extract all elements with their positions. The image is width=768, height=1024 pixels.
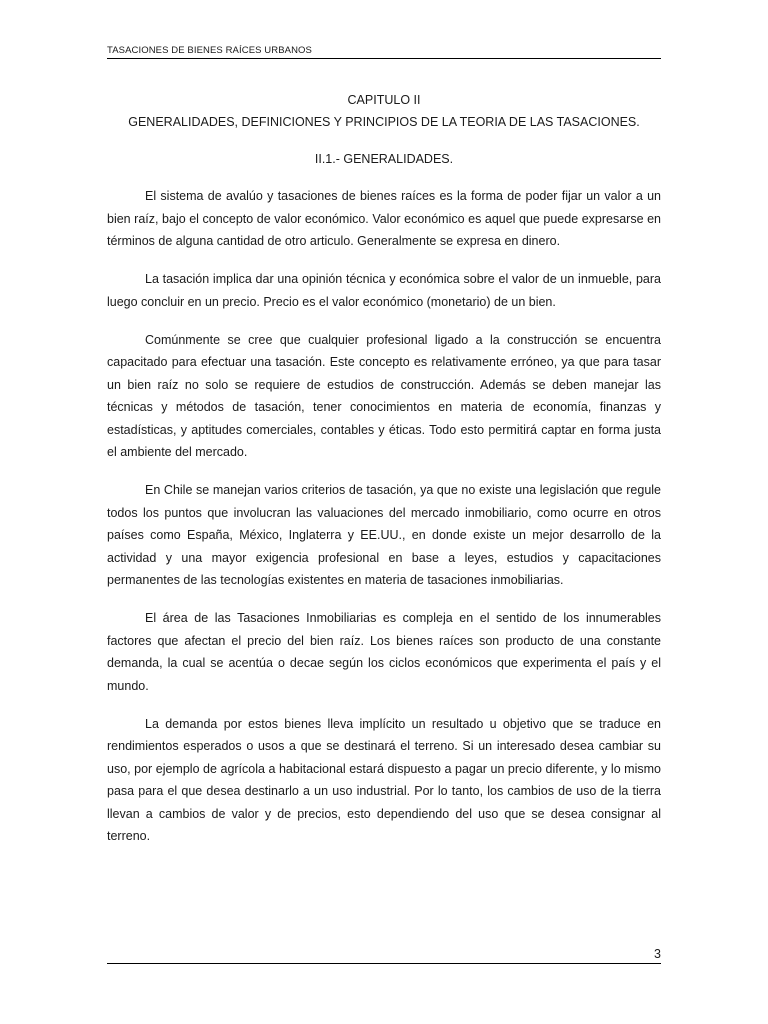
paragraph: Comúnmente se cree que cualquier profesional ligado a la construcción se encuentra capacitado para efectuar una tasación. Este concepto es relativamente erróneo, ya que para tasar un bien raíz no solo se requiere de estudios de construcción. Además se deben manejar las técnicas y métodos de tasación, tener conocimientos en materia de economía, finanzas y estadísticas, y aptitudes comerciales, contables y éticas. Todo esto permitirá captar en forma justa el ambiente del mercado.	[107, 332, 661, 459]
running-header: TASACIONES DE BIENES RAÍCES URBANOS	[107, 45, 312, 56]
paragraph: La demanda por estos bienes lleva implícito un resultado u objetivo que se traduce en rendimientos esperados o usos a que se destinará el terreno. Si un interesado desea cambiar su uso, por ejemplo de agrícola a habitacional estará dispuesto a pagar un precio diferente, y lo mismo pasa para el que desea destinarlo a un uso industrial. Por lo tanto, los cambios de uso de la tierra llevan a cambios de valor y de precios, esto dependiendo del uso que se desea consignar al terreno.	[107, 716, 661, 843]
paragraph: El sistema de avalúo y tasaciones de bienes raíces es la forma de poder fijar un valor a un bien raíz, bajo el concepto de valor económico. Valor económico es aquel que puede expresarse en términos de alguna cantidad de otro articulo. Generalmente se expresa en dinero.	[107, 189, 661, 248]
page-number: 3	[654, 947, 661, 961]
paragraph: La tasación implica dar una opinión técnica y económica sobre el valor de un inmueble, para luego concluir en un precio. Precio es el valor económico (monetario) de un bien.	[107, 272, 661, 309]
section-title: II.1.- GENERALIDADES.	[314, 152, 454, 166]
header-divider	[107, 58, 661, 59]
body-text	[107, 185, 661, 863]
paragraph: En Chile se manejan varios criterios de tasación, ya que no existe una legislación que regule todos los puntos que involucran las valuaciones del mercado inmobiliario, como ocurre en otros países como España, México, Inglaterra y EE.UU., en donde existe un mejor desarrollo de la actividad y una mayor exigencia profesional en base a leyes, estudios y capacitaciones permanentes de las tecnologías existentes en materia de tasaciones inmobiliarias.	[107, 483, 661, 587]
paragraph: El área de las Tasaciones Inmobiliarias es compleja en el sentido de los innumerables factores que afectan el precio del bien raíz. Los bienes raíces son producto de una constante demanda, la cual se acentúa o decae según los ciclos económicos que experimenta el país y el mundo.	[107, 611, 661, 693]
chapter-label: CAPITULO II	[347, 93, 421, 107]
footer-divider	[107, 963, 661, 964]
chapter-title: GENERALIDADES, DEFINICIONES Y PRINCIPIOS DE LA TEORIA DE LAS TASACIONES.	[128, 115, 640, 129]
